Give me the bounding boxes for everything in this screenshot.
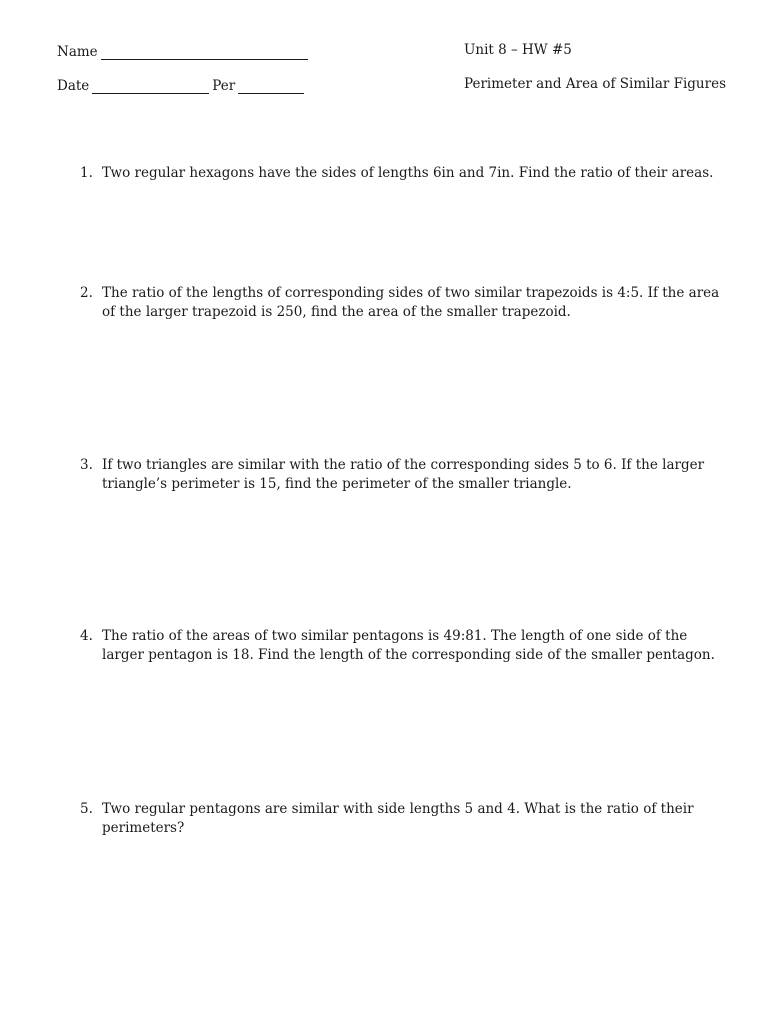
question-text: The ratio of the areas of two similar pentagons is 49:81. The length of one side of the larger pentagon is 18. Find the length of the corresponding side of the smaller pentagon. — [102, 628, 715, 663]
question-number: 2. — [80, 285, 93, 301]
name-label: Name — [57, 44, 98, 60]
question-number: 5. — [80, 801, 93, 817]
topic-title: Perimeter and Area of Similar Figures — [464, 76, 726, 92]
date-per-row — [57, 76, 308, 94]
student-info — [57, 42, 308, 94]
per-label: Per — [212, 78, 236, 94]
question-text: Two regular hexagons have the sides of lengths 6in and 7in. Find the ratio of their areas. — [102, 165, 714, 181]
name-row — [57, 42, 308, 60]
question-number: 1. — [80, 165, 93, 181]
name-blank[interactable] — [101, 45, 308, 60]
unit-title: Unit 8 – HW #5 — [464, 42, 572, 58]
per-blank[interactable] — [238, 79, 304, 94]
assignment-info — [464, 42, 726, 94]
question-text: The ratio of the lengths of corresponding sides of two similar trapezoids is 4:5. If the area of the larger trapezoid is 250, find the area of the smaller trapezoid. — [102, 285, 720, 320]
question-2 — [80, 284, 720, 322]
question-number: 3. — [80, 457, 93, 473]
question-3 — [80, 456, 720, 494]
date-label: Date — [57, 78, 90, 94]
question-1 — [80, 164, 720, 183]
question-text: Two regular pentagons are similar with side lengths 5 and 4. What is the ratio of their perimeters? — [102, 801, 694, 836]
question-text: If two triangles are similar with the ratio of the corresponding sides 5 to 6. If the larger triangle’s perimeter is 15, find the perimeter of the smaller triangle. — [102, 457, 705, 492]
question-number: 4. — [80, 628, 93, 644]
question-5 — [80, 800, 720, 838]
date-blank[interactable] — [92, 79, 209, 94]
question-4 — [80, 627, 720, 665]
